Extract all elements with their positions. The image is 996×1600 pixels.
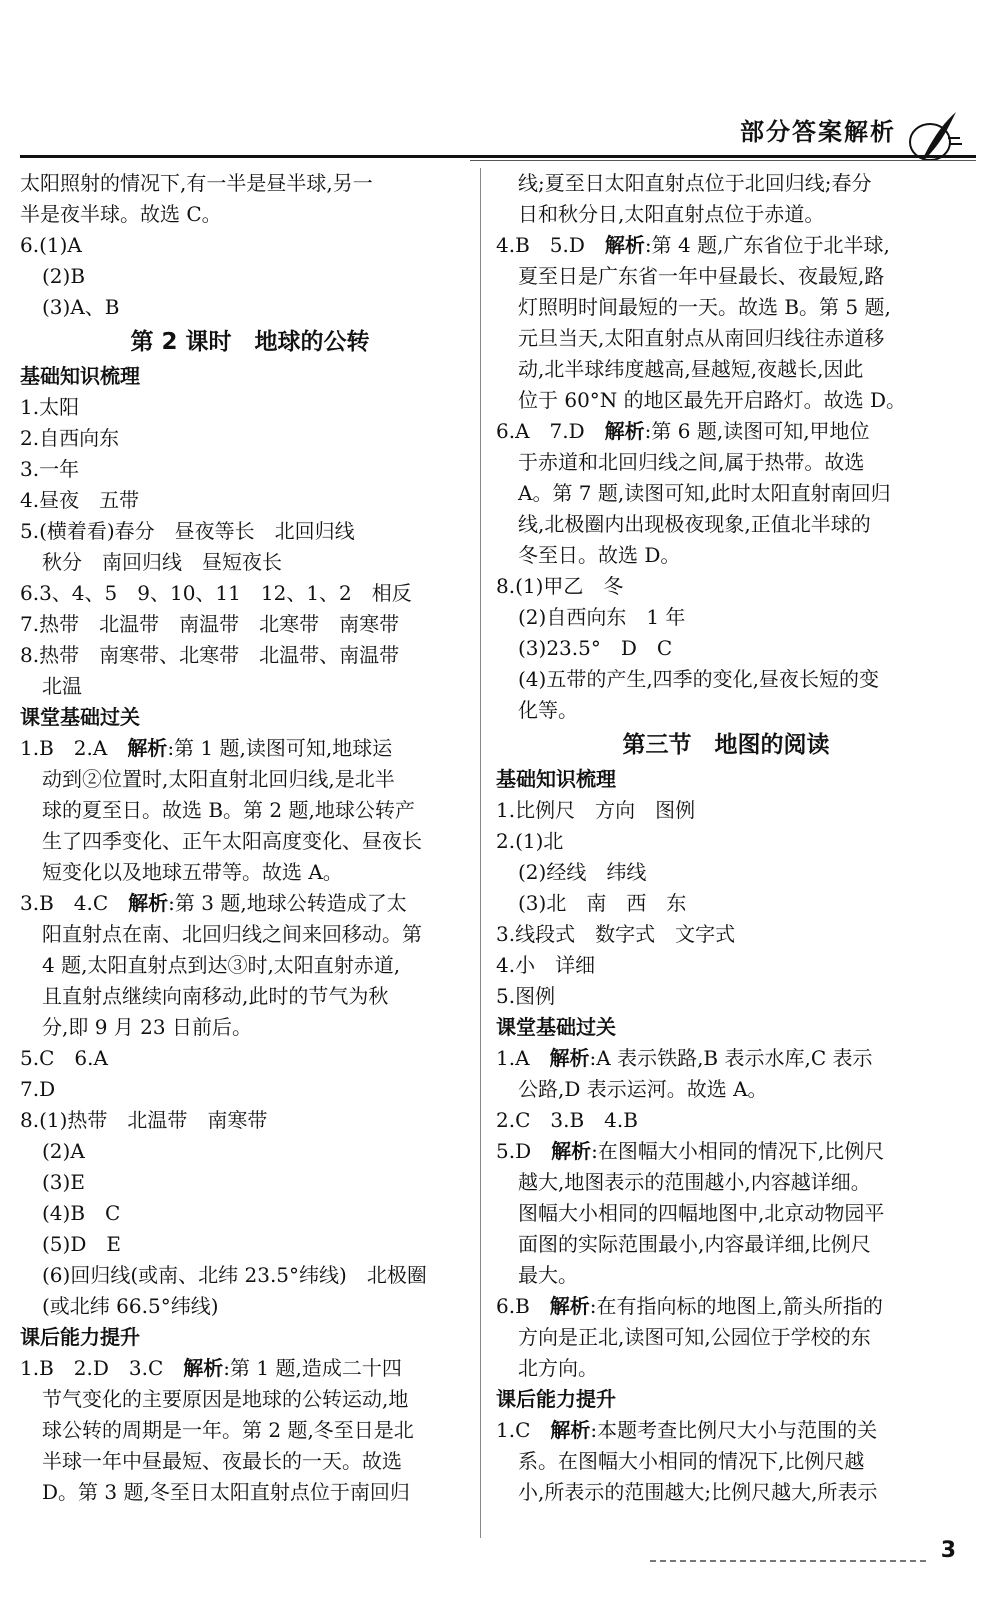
page-number: 3 xyxy=(940,1538,956,1563)
page-header xyxy=(0,0,996,180)
answer-line: (2)经线 纬线 xyxy=(518,860,647,884)
analysis-keyword: 解析 xyxy=(127,736,168,760)
text-line: 元旦当天,太阳直射点从南回归线往赤道移 xyxy=(518,326,885,350)
text-line: 球的夏至日。故选 B。第 2 题,地球公转产 xyxy=(42,798,415,822)
quill-logo-icon xyxy=(904,108,964,168)
answer-line: 2.自西向东 xyxy=(20,426,120,450)
analysis-keyword: 解析 xyxy=(128,891,169,915)
answer-line xyxy=(496,1043,956,1074)
answer-line: 5.C 6.A xyxy=(20,1046,108,1070)
answer-line xyxy=(496,230,956,261)
analysis-keyword: 解析 xyxy=(551,1139,592,1163)
analysis-keyword: 解析 xyxy=(549,1046,590,1070)
analysis-keyword: 解析 xyxy=(604,233,645,257)
answer-line: 化等。 xyxy=(518,698,578,722)
answer-numbers: 1.B 2.D 3.C xyxy=(20,1356,184,1380)
left-column xyxy=(20,168,480,1508)
answer-line: 8.热带 南寒带、北寒带 北温带、南温带 xyxy=(20,643,400,667)
text-line: A。第 7 题,读图可知,此时太阳直射南回归 xyxy=(518,481,891,505)
header-rule-thin xyxy=(470,160,976,161)
answer-line: (3)23.5° D C xyxy=(518,636,673,660)
header-title: 部分答案解析 xyxy=(740,118,896,146)
answer-line: 6.3、4、5 9、10、11 12、1、2 相反 xyxy=(20,581,412,605)
analysis-text: :第 6 题,读图可知,甲地位 xyxy=(644,419,870,443)
answer-numbers: 6.A 7.D xyxy=(496,419,605,443)
text-line: 球公转的周期是一年。第 2 题,冬至日是北 xyxy=(42,1418,414,1442)
analysis-keyword: 解析 xyxy=(549,1294,590,1318)
answer-numbers: 4.B 5.D xyxy=(496,233,605,257)
answer-line: (5)D E xyxy=(42,1232,121,1256)
analysis-keyword: 解析 xyxy=(550,1418,591,1442)
text-line: 生了四季变化、正午太阳高度变化、昼夜长 xyxy=(42,829,422,853)
answer-numbers: 1.B 2.A xyxy=(20,736,128,760)
lesson-title: 第 2 课时 地球的公转 xyxy=(130,329,370,355)
answer-line xyxy=(20,1353,480,1384)
answer-line: (4)B C xyxy=(42,1201,121,1225)
text-line: 动,北半球纬度越高,昼越短,夜越长,因此 xyxy=(518,357,864,381)
analysis-text: :第 1 题,造成二十四 xyxy=(223,1356,402,1380)
text-line: 半球一年中昼最短、夜最长的一天。故选 xyxy=(42,1449,402,1473)
section-heading: 课堂基础过关 xyxy=(496,1015,616,1039)
answer-numbers: 1.A xyxy=(496,1046,550,1070)
answer-line xyxy=(496,1415,956,1446)
text-line: 太阳照射的情况下,有一半是昼半球,另一 xyxy=(20,171,373,195)
answer-line xyxy=(20,888,480,919)
text-line: 于赤道和北回归线之间,属于热带。故选 xyxy=(518,450,865,474)
text-line: 分,即 9 月 23 日前后。 xyxy=(42,1015,252,1039)
text-line: 短变化以及地球五带等。故选 A。 xyxy=(42,860,343,884)
footer-rule xyxy=(650,1560,926,1562)
analysis-keyword: 解析 xyxy=(183,1356,224,1380)
text-line: 位于 60°N 的地区最先开启路灯。故选 D。 xyxy=(518,388,907,412)
section-heading: 基础知识梳理 xyxy=(20,364,140,388)
answer-line xyxy=(496,416,956,447)
answer-line: 5.图例 xyxy=(496,984,556,1008)
answer-line: 5.(横着看)春分 昼夜等长 北回归线 xyxy=(20,519,355,543)
section-heading: 课堂基础过关 xyxy=(20,705,140,729)
answer-line: (6)回归线(或南、北纬 23.5°纬线) 北极圈 xyxy=(42,1263,427,1287)
text-line: 灯照明时间最短的一天。故选 B。第 5 题, xyxy=(518,295,891,319)
analysis-text: :第 3 题,地球公转造成了太 xyxy=(168,891,407,915)
text-line: 半是夜半球。故选 C。 xyxy=(20,202,222,226)
text-line: 图幅大小相同的四幅地图中,北京动物园平 xyxy=(518,1201,885,1225)
text-line: 日和秋分日,太阳直射点位于赤道。 xyxy=(518,202,825,226)
analysis-text: :第 1 题,读图可知,地球运 xyxy=(167,736,393,760)
answer-line xyxy=(496,1291,956,1322)
answer-line: 2.C 3.B 4.B xyxy=(496,1108,638,1132)
analysis-keyword: 解析 xyxy=(604,419,645,443)
header-rule xyxy=(20,155,976,158)
answer-line: (2)自西向东 1 年 xyxy=(518,605,686,629)
answer-line: 8.(1)甲乙 冬 xyxy=(496,574,624,598)
text-line: 方向是正北,读图可知,公园位于学校的东 xyxy=(518,1325,871,1349)
analysis-text: :第 4 题,广东省位于北半球, xyxy=(644,233,890,257)
section-heading: 课后能力提升 xyxy=(20,1325,140,1349)
answer-line: 1.比例尺 方向 图例 xyxy=(496,798,696,822)
answer-numbers: 1.C xyxy=(496,1418,551,1442)
text-line: 且直射点继续向南移动,此时的节气为秋 xyxy=(42,984,389,1008)
answer-line xyxy=(20,733,480,764)
analysis-text: :在有指向标的地图上,箭头所指的 xyxy=(589,1294,883,1318)
answer-line: (3)北 南 西 东 xyxy=(518,891,687,915)
text-line: 阳直射点在南、北回归线之间来回移动。第 xyxy=(42,922,422,946)
text-line: 公路,D 表示运河。故选 A。 xyxy=(518,1077,768,1101)
analysis-text: :在图幅大小相同的情况下,比例尺 xyxy=(591,1139,885,1163)
answer-line: 7.热带 北温带 南温带 北寒带 南寒带 xyxy=(20,612,400,636)
text-line: 4 题,太阳直射点到达③时,太阳直射赤道, xyxy=(42,953,401,977)
answer-line: 3.线段式 数字式 文字式 xyxy=(496,922,736,946)
answer-line: (3)A、B xyxy=(42,295,120,319)
answer-line xyxy=(496,1136,956,1167)
answer-line: 1.太阳 xyxy=(20,395,80,419)
answer-line: (或北纬 66.5°纬线) xyxy=(42,1294,219,1318)
text-line: 系。在图幅大小相同的情况下,比例尺越 xyxy=(518,1449,865,1473)
answer-line: 8.(1)热带 北温带 南寒带 xyxy=(20,1108,268,1132)
text-line: 面图的实际范围最小,内容最详细,比例尺 xyxy=(518,1232,871,1256)
answer-line: 3.一年 xyxy=(20,457,80,481)
text-line: 冬至日。故选 D。 xyxy=(518,543,681,567)
answer-line: (2)B xyxy=(42,264,86,288)
answer-line: (2)A xyxy=(42,1139,85,1163)
answer-line: 4.小 详细 xyxy=(496,953,596,977)
answer-line: 2.(1)北 xyxy=(496,829,564,853)
answer-line: (4)五带的产生,四季的变化,昼夜长短的变 xyxy=(518,667,880,691)
answer-line: 秋分 南回归线 昼短夜长 xyxy=(42,550,282,574)
text-line: 夏至日是广东省一年中昼最长、夜最短,路 xyxy=(518,264,885,288)
column-divider xyxy=(480,168,481,1538)
text-line: 越大,地图表示的范围越小,内容越详细。 xyxy=(518,1170,871,1194)
answer-line: 4.昼夜 五带 xyxy=(20,488,140,512)
answer-numbers: 6.B xyxy=(496,1294,550,1318)
analysis-text: :A 表示铁路,B 表示水库,C 表示 xyxy=(589,1046,873,1070)
text-line: D。第 3 题,冬至日太阳直射点位于南回归 xyxy=(42,1480,410,1504)
text-line: 线,北极圈内出现极夜现象,正值北半球的 xyxy=(518,512,871,536)
section-heading: 课后能力提升 xyxy=(496,1387,616,1411)
answer-numbers: 3.B 4.C xyxy=(20,891,129,915)
section-title: 第三节 地图的阅读 xyxy=(622,732,830,758)
text-line: 北方向。 xyxy=(518,1356,598,1380)
section-heading: 基础知识梳理 xyxy=(496,767,616,791)
text-line: 节气变化的主要原因是地球的公转运动,地 xyxy=(42,1387,409,1411)
answer-line: 7.D xyxy=(20,1077,56,1101)
text-line: 小,所表示的范围越大;比例尺越大,所表示 xyxy=(518,1480,878,1504)
answer-line: 6.(1)A xyxy=(20,233,82,257)
answer-line: 北温 xyxy=(42,674,82,698)
answer-line: (3)E xyxy=(42,1170,85,1194)
right-column xyxy=(496,168,956,1508)
text-line: 最大。 xyxy=(518,1263,578,1287)
text-line: 线;夏至日太阳直射点位于北回归线;春分 xyxy=(518,171,872,195)
answer-numbers: 5.D xyxy=(496,1139,552,1163)
text-line: 动到②位置时,太阳直射北回归线,是北半 xyxy=(42,767,395,791)
analysis-text: :本题考查比例尺大小与范围的关 xyxy=(590,1418,878,1442)
